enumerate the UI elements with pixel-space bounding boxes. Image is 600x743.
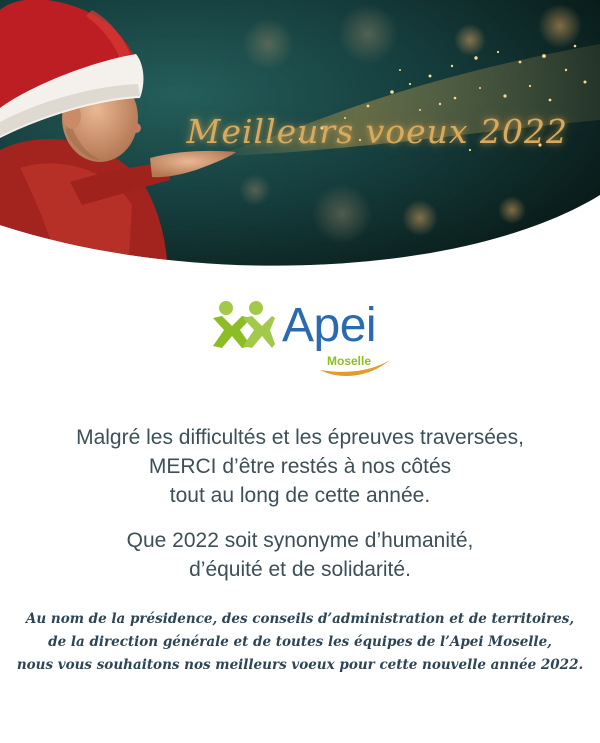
greeting-title: Meilleurs voeux 2022 — [186, 112, 568, 151]
message-line: Malgré les difficultés et les épreuves traversées, — [76, 426, 524, 449]
apei-moselle-logo — [210, 298, 400, 380]
closing-line: nous vous souhaitons nos meilleurs voeux pour cette nouvelle année 2022. — [16, 657, 584, 673]
closing-statement — [0, 608, 600, 677]
logo-swoosh-icon — [318, 356, 392, 378]
wish-line: d’équité et de solidarité. — [189, 558, 411, 581]
closing-line: Au nom de la présidence, des conseils d’administration et de territoires, — [25, 611, 575, 627]
closing-line: de la direction générale et de toutes les équipes de l’Apei Moselle, — [48, 634, 552, 650]
logo-subtitle: Moselle — [327, 354, 372, 368]
wish-message — [0, 526, 600, 584]
wish-line: Que 2022 soit synonyme d’humanité, — [126, 529, 474, 552]
message-line: tout au long de cette année. — [169, 484, 431, 507]
thank-you-message — [0, 423, 600, 510]
hero-image — [0, 0, 600, 272]
people-icon — [210, 300, 276, 350]
message-line: MERCI d’être restés à nos côtés — [148, 455, 452, 478]
logo-name: Apei — [282, 299, 377, 352]
